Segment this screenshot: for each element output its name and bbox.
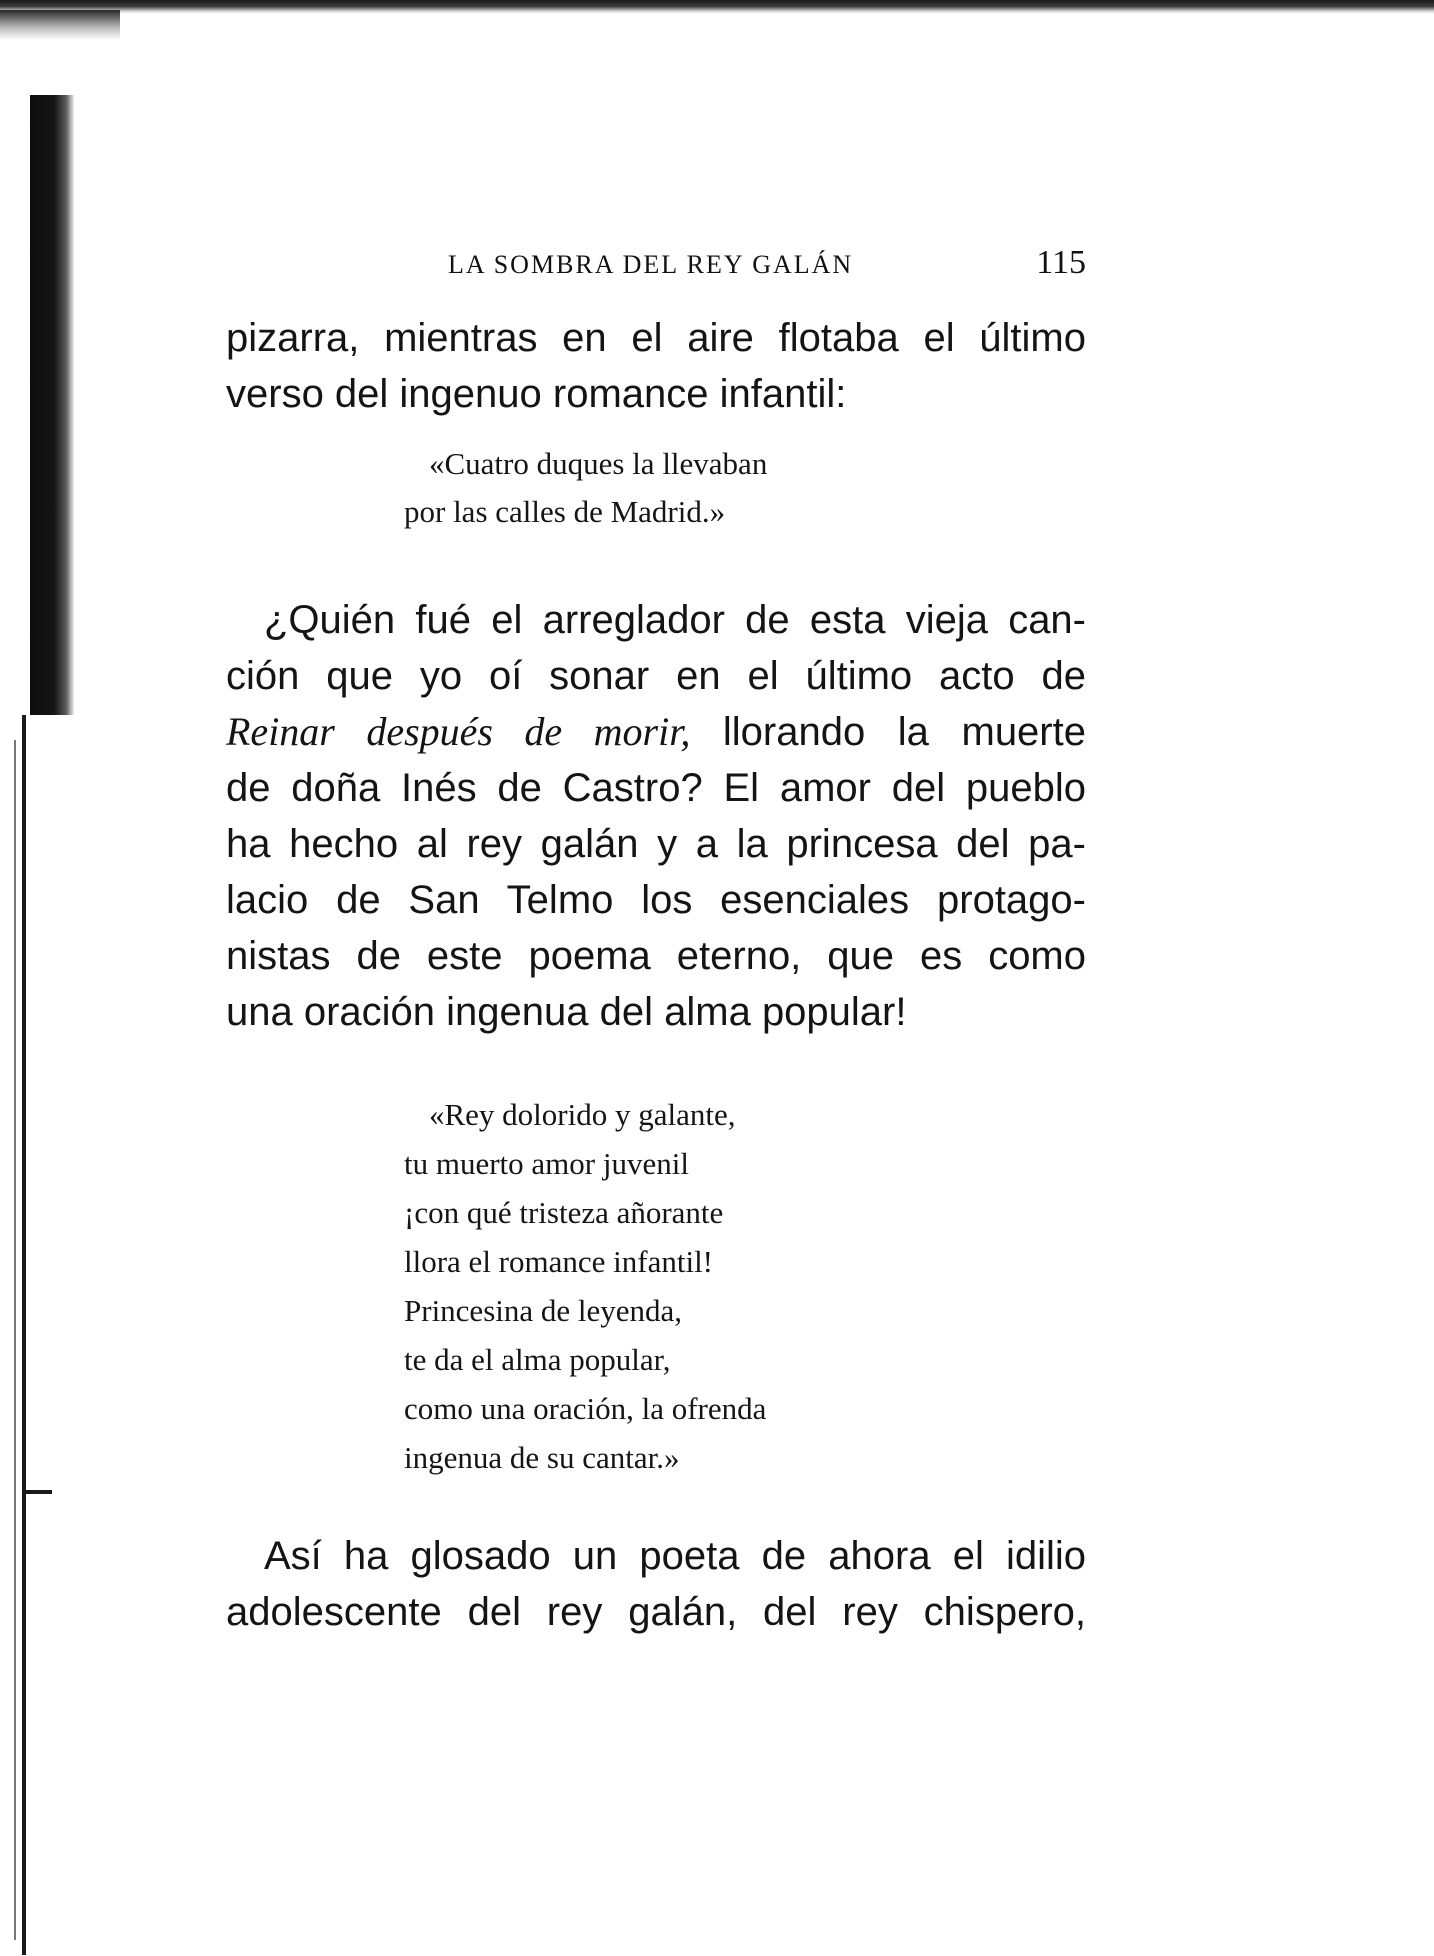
text-line: Así ha glosado un poeta de ahora el idilio bbox=[264, 1534, 1086, 1578]
verse-quote-2 bbox=[404, 1090, 1086, 1482]
play-title: Reinar después de morir, bbox=[226, 709, 691, 754]
paragraph-3 bbox=[226, 1528, 1086, 1640]
verse-line: «Rey dolorido y galante, bbox=[429, 1097, 736, 1132]
page-number: 115 bbox=[1036, 244, 1086, 281]
verse-line: ingenua de su cantar.» bbox=[404, 1440, 680, 1475]
verse-line: «Cuatro duques la llevaban bbox=[429, 446, 768, 481]
verse-line: llora el romance infantil! bbox=[404, 1244, 714, 1279]
scan-top-shadow bbox=[0, 10, 120, 40]
scan-left-edge-faint bbox=[14, 740, 16, 1940]
verse-line: ¡con qué tristeza añorante bbox=[404, 1195, 724, 1230]
verse-quote-1 bbox=[404, 440, 1086, 536]
paragraph-1 bbox=[226, 310, 1086, 422]
running-head bbox=[226, 240, 1086, 310]
text-line-with-title bbox=[226, 704, 1086, 760]
text-line: lacio de San Telmo los esenciales protago- bbox=[226, 878, 1086, 922]
verse-line: Princesina de leyenda, bbox=[404, 1293, 683, 1328]
text-line: pizarra, mientras en el aire flotaba el último bbox=[226, 316, 1086, 360]
text-line: ¿Quién fué el arreglador de esta vieja can- bbox=[264, 598, 1086, 642]
verse-line: por las calles de Madrid.» bbox=[404, 494, 726, 529]
text-line: adolescente del rey galán, del rey chispero, bbox=[226, 1590, 1086, 1634]
running-title: LA SOMBRA DEL REY GALÁN bbox=[448, 250, 854, 279]
text-line: nistas de este poema eterno, que es como bbox=[226, 934, 1086, 978]
text-fragment: llorando la muerte bbox=[690, 710, 1086, 754]
verse-line: como una oración, la ofrenda bbox=[404, 1391, 767, 1426]
paragraph-2 bbox=[226, 592, 1086, 1040]
verse-line: tu muerto amor juvenil bbox=[404, 1146, 689, 1181]
text-line: verso del ingenuo romance infantil: bbox=[226, 372, 847, 416]
text-line: de doña Inés de Castro? El amor del pueblo bbox=[226, 766, 1086, 810]
text-line: ha hecho al rey galán y a la princesa del pa- bbox=[226, 822, 1086, 866]
scan-left-edge bbox=[22, 715, 26, 1955]
verse-line: te da el alma popular, bbox=[404, 1342, 671, 1377]
scan-left-tick bbox=[22, 1490, 52, 1494]
text-line: ción que yo oí sonar en el último acto de bbox=[226, 654, 1086, 698]
text-line: una oración ingenua del alma popular! bbox=[226, 990, 907, 1034]
scan-top-edge bbox=[0, 0, 1434, 14]
book-page bbox=[226, 240, 1086, 1640]
scan-binding-shadow bbox=[30, 95, 74, 715]
